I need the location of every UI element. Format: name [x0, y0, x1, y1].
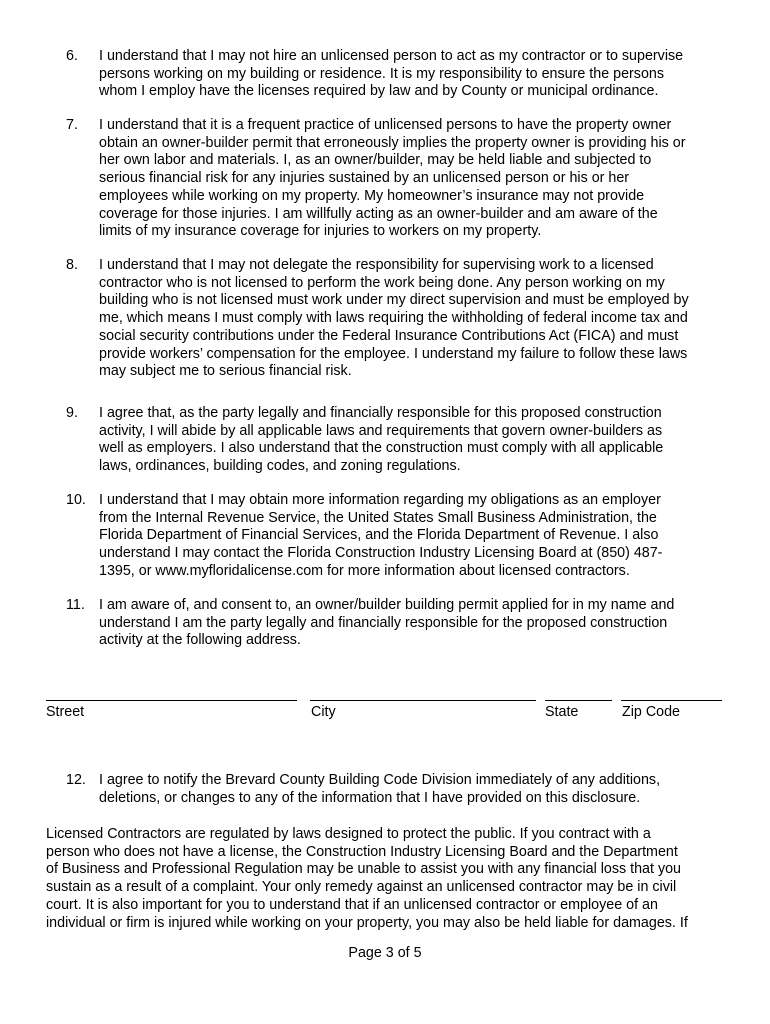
clause-text — [99, 772, 731, 807]
paragraph-line: court. It is also important for you to understand that if an unlicensed contractor or employee of an — [46, 896, 658, 913]
clause-line: coverage for those injuries. I am willfully acting as an owner-builder and am aware of the — [99, 205, 658, 222]
clause-line: I understand that it is a frequent practice of unlicensed persons to have the property owner — [99, 117, 672, 133]
clause-text — [99, 257, 731, 381]
state-label: State — [545, 704, 579, 720]
clause-number: 11. — [66, 597, 85, 613]
clause-line: me, which means I must comply with laws requiring the withholding of federal income tax and — [99, 310, 688, 327]
paragraph-line: sustain as a result of a complaint. Your only remedy against an unlicensed contractor may be in civil — [46, 879, 677, 896]
clause-text — [99, 597, 731, 650]
clause-line: whom I employ have the licenses required by law and by County or municipal ordinance. — [99, 83, 659, 100]
clause-line: activity, I will abide by all applicable laws and requirements that govern owner-builders as — [99, 422, 663, 439]
page-number: Page 3 of 5 — [348, 945, 422, 961]
clause-line: serious financial risk for any injuries sustained by an unlicensed person or his or her — [99, 170, 630, 187]
clause-text — [99, 405, 731, 476]
street-label: Street — [46, 704, 85, 720]
paragraph-line: person who does not have a license, the Construction Industry Licensing Board and the Department — [46, 843, 678, 860]
zip-label: Zip Code — [622, 704, 681, 720]
clause-line: may subject me to serious financial risk. — [99, 363, 352, 380]
clause-text — [99, 117, 731, 241]
clause-text — [99, 492, 731, 581]
paragraph-line: of Business and Professional Regulation may be unable to assist you with any financial loss that you — [46, 861, 681, 878]
clause-line: I understand that I may not delegate the responsibility for supervising work to a licensed — [99, 257, 654, 273]
clause-number: 7. — [66, 117, 78, 133]
clause-line: I agree that, as the party legally and financially responsible for this proposed construction — [99, 405, 662, 421]
city-label: City — [311, 704, 336, 720]
clause-number: 6. — [66, 48, 78, 64]
clause-line: deletions, or changes to any of the information that I have provided on this disclosure. — [99, 789, 641, 806]
clause-line: her own labor and materials. I, as an owner/builder, may be held liable and subjected to — [99, 152, 652, 169]
clause-line: I understand that I may obtain more information regarding my obligations as an employer — [99, 492, 661, 508]
clause-line: provide workers’ compensation for the employee. I understand my failure to follow these laws — [99, 345, 688, 362]
clause-number: 9. — [66, 405, 78, 421]
clause-line: persons working on my building or residence. It is my responsibility to ensure the persons — [99, 65, 664, 82]
clause-line: I am aware of, and consent to, an owner/builder building permit applied for in my name and — [99, 597, 675, 613]
licensed-contractors-paragraph — [46, 826, 736, 932]
city-field-line[interactable] — [310, 700, 536, 701]
clause-line: Florida Department of Financial Services, and the Florida Department of Revenue. I also — [99, 527, 659, 544]
clause-number: 10. — [66, 492, 86, 508]
clause-number: 12. — [66, 772, 86, 788]
clause-line: contractor who is not licensed to perform the work being done. Any person working on my — [99, 274, 665, 291]
clause-line: employees while working on my property. My homeowner’s insurance may not provide — [99, 187, 645, 204]
clause-line: well as employers. I also understand that the construction must comply with all applicable — [99, 440, 664, 457]
clause-line: from the Internal Revenue Service, the United States Small Business Administration, the — [99, 509, 657, 526]
clause-line: I agree to notify the Brevard County Building Code Division immediately of any additions, — [99, 772, 661, 788]
clause-text — [99, 48, 731, 101]
clause-line: limits of my insurance coverage for injuries to workers on my property. — [99, 223, 542, 240]
clause-line: social security contributions under the Federal Insurance Contributions Act (FICA) and must — [99, 327, 679, 344]
paragraph-line: individual or firm is injured while working on your property, you may also be held liable for damages. If — [46, 914, 688, 931]
clause-line: 1395, or www.myfloridalicense.com for more information about licensed contractors. — [99, 562, 630, 579]
zip-field-line[interactable] — [621, 700, 722, 701]
clause-line: activity at the following address. — [99, 632, 301, 649]
clause-line: understand I may contact the Florida Construction Industry Licensing Board at (850) 487- — [99, 545, 663, 562]
paragraph-line: Licensed Contractors are regulated by laws designed to protect the public. If you contract with a — [46, 826, 651, 842]
clause-line: laws, ordinances, building codes, and zoning regulations. — [99, 458, 461, 475]
clause-number: 8. — [66, 257, 78, 273]
clause-line: I understand that I may not hire an unlicensed person to act as my contractor or to supervise — [99, 48, 684, 64]
clause-line: building who is not licensed must work under my direct supervision and must be employed by — [99, 292, 689, 309]
clause-line: obtain an owner-builder permit that erroneously implies the property owner is providing his or — [99, 134, 686, 151]
clause-line: understand I am the party legally and financially responsible for the proposed construction — [99, 614, 668, 631]
street-field-line[interactable] — [46, 700, 297, 701]
state-field-line[interactable] — [545, 700, 612, 701]
